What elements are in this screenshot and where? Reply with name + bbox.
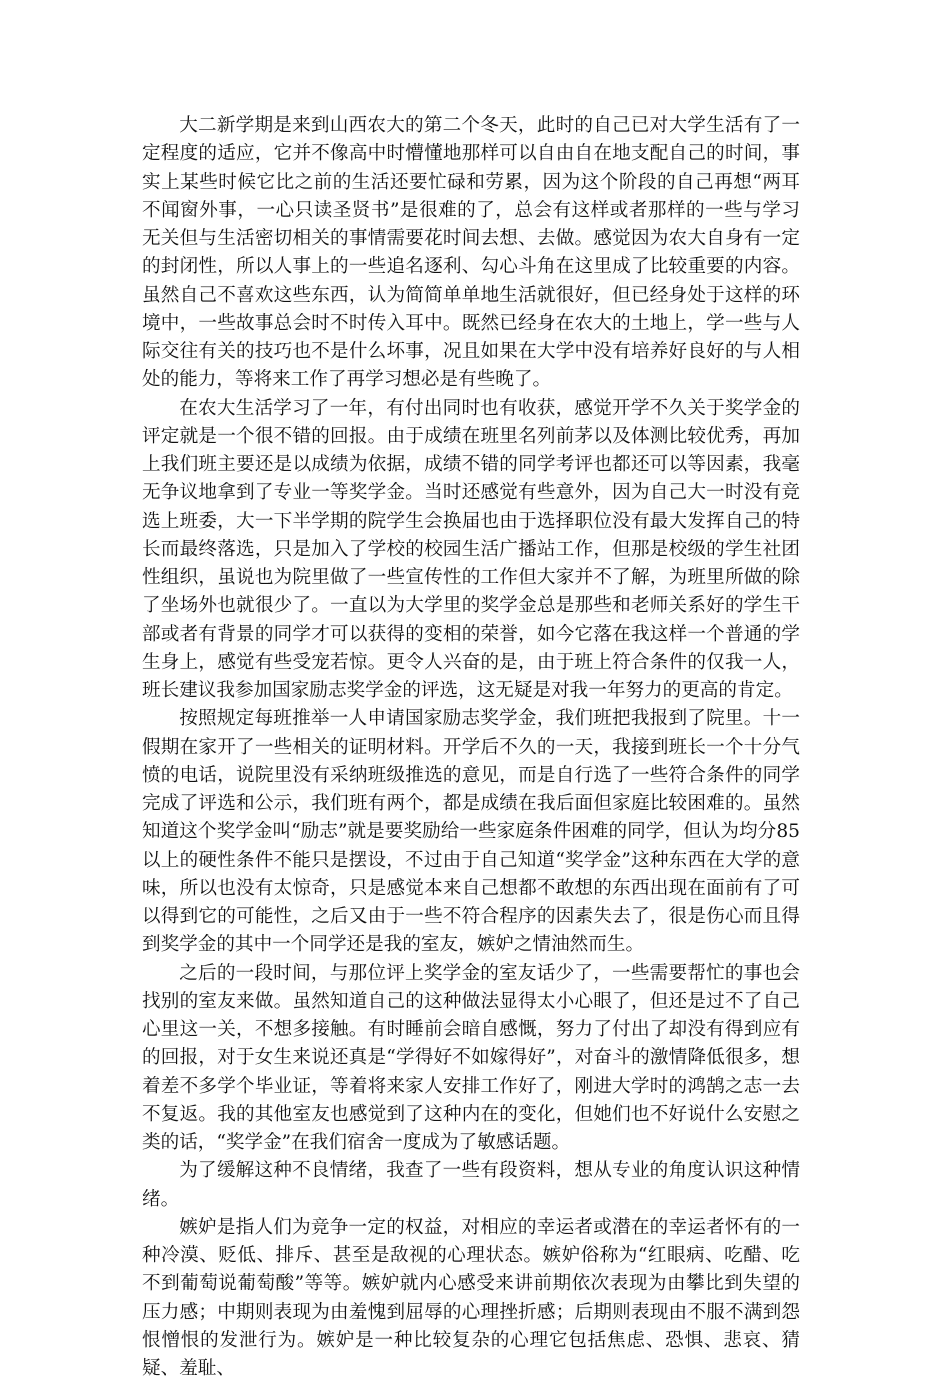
- paragraph-4: 之后的一段时间，与那位评上奖学金的室友话少了，一些需要帮忙的事也会找别的室友来做。虽然知道自己的这种做法显得太小心眼了，但还是过不了自己心里这一关，不想多接触。有时睡前会暗自感慨，努力了付出了却没有得到应有的回报，对于女生来说还真是“学得好不如嫁得好”，对奋斗的激情降低很多，想着差不多学个毕业证，等着将来家人安排工作好了，刚进大学时的鸿鹄之志一去不复返。我的其他室友也感觉到了这种内在的变化，但她们也不好说什么安慰之类的话，“奖学金”在我们宿舍一度成为了敏感话题。: [142, 962, 800, 1153]
- paragraph-5: 为了缓解这种不良情绪，我查了一些有段资料，想从专业的角度认识这种情绪。: [142, 1160, 800, 1210]
- paragraph-1: 大二新学期是来到山西农大的第二个冬天，此时的自己已对大学生活有了一定程度的适应，它并不像高中时懵懂地那样可以自由自在地支配自己的时间，事实上某些时候它比之前的生活还要忙碌和劳累，因为这个阶段的自己再想“两耳不闻窗外事，一心只读圣贤书”是很难的了，总会有这样或者那样的一些与学习无关但与生活密切相关的事情需要花时间去想、去做。感觉因为农大自身有一定的封闭性，所以人事上的一些追名逐利、勾心斗角在这里成了比较重要的内容。虽然自己不喜欢这些东西，认为简简单单地生活就很好，但已经身处于这样的环境中，一些故事总会时不时传入耳中。既然已经身在农大的土地上，学一些与人际交往有关的技巧也不是什么坏事，况且如果在大学中没有培养好良好的与人相处的能力，等将来工作了再学习想必是有些晚了。: [142, 115, 800, 391]
- document-body: [142, 112, 800, 1383]
- paragraph-6: 嫉妒是指人们为竞争一定的权益，对相应的幸运者或潜在的幸运者怀有的一种冷漠、贬低、排斥、甚至是敌视的心理状态。嫉妒俗称为“红眼病、吃醋、吃不到葡萄说葡萄酸”等等。嫉妒就内心感受来讲前期依次表现为由攀比到失望的压力感；中期则表现为由羞愧到屈辱的心理挫折感；后期则表现由不服不满到怨恨憎恨的发泄行为。嫉妒是一种比较复杂的心理它包括焦虑、恐惧、悲哀、猜疑、羞耻、: [142, 1216, 800, 1379]
- paragraph-3: 按照规定每班推举一人申请国家励志奖学金，我们班把我报到了院里。十一假期在家开了一些相关的证明材料。开学后不久的一天，我接到班长一个十分气愤的电话，说院里没有采纳班级推选的意见，而是自行选了一些符合条件的同学完成了评选和公示，我们班有两个，都是成绩在我后面但家庭比较困难的。虽然知道这个奖学金叫“励志”就是要奖励给一些家庭条件困难的同学，但认为均分85以上的硬性条件不能只是摆设，不过由于自己知道“奖学金”这种东西在大学的意味，所以也没有太惊奇，只是感觉本来自己想都不敢想的东西出现在面前有了可以得到它的可能性，之后又由于一些不符合程序的因素失去了，很是伤心而且得到奖学金的其中一个同学还是我的室友，嫉妒之情油然而生。: [142, 708, 800, 956]
- paragraph-2: 在农大生活学习了一年，有付出同时也有收获，感觉开学不久关于奖学金的评定就是一个很不错的回报。由于成绩在班里名列前茅以及体测比较优秀，再加上我们班主要还是以成绩为依据，成绩不错的同学考评也都还可以等因素，我毫无争议地拿到了专业一等奖学金。当时还感觉有些意外，因为自己大一时没有竞选上班委，大一下半学期的院学生会换届也由于选择职位没有最大发挥自己的特长而最终落选，只是加入了学校的校园生活广播站工作，但那是校级的学生社团性组织，虽说也为院里做了一些宣传性的工作但大家并不了解，为班里所做的除了坐场外也就很少了。一直以为大学里的奖学金总是那些和老师关系好的学生干部或者有背景的同学才可以获得的变相的荣誉，如今它落在我这样一个普通的学生身上，感觉有些受宠若惊。更令人兴奋的是，由于班上符合条件的仅我一人，班长建议我参加国家励志奖学金的评选，这无疑是对我一年努力的更高的肯定。: [142, 397, 800, 701]
